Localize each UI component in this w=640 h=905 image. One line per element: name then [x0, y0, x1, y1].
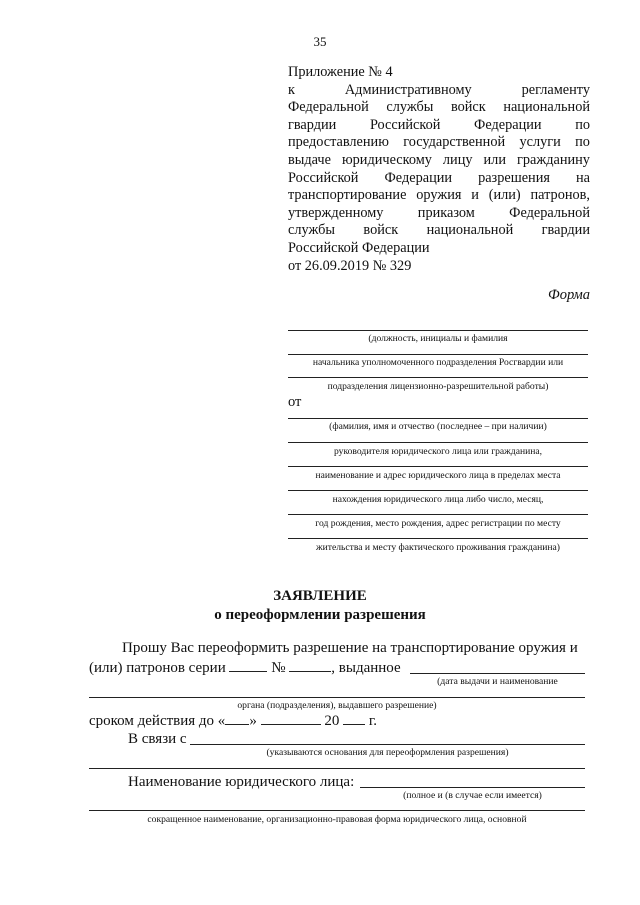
caption-entity-address: наименование и адрес юридического лица в пределах места — [315, 470, 561, 481]
appendix-header — [288, 64, 590, 275]
appendix-line — [288, 240, 590, 258]
entity-name-label: Наименование юридического лица: — [128, 774, 355, 790]
appendix-word: гвардии — [288, 116, 337, 133]
appendix-word: национальной — [503, 99, 590, 116]
form-label: Форма — [548, 287, 590, 303]
appendix-word: патронов, — [530, 187, 590, 204]
appendix-word: оружия — [416, 187, 462, 204]
issued-label: , выданное — [331, 660, 401, 676]
caption-reason: (указываются основания для переоформления разрешения) — [266, 747, 509, 758]
entity-name-field-continued[interactable] — [89, 810, 585, 811]
appendix-word: гвардии — [541, 222, 590, 239]
document-subtitle: о переоформлении разрешения — [214, 607, 426, 623]
appendix-word: приказом — [417, 204, 475, 221]
caption-residence: жительства и месту фактического проживания гражданина) — [316, 542, 560, 553]
appendix-line — [288, 170, 590, 188]
reason-field-continued[interactable] — [89, 768, 585, 769]
appendix-word: Приложение № 4 — [288, 64, 393, 80]
caption-applicant-name: (фамилия, имя и отчество (последнее – при наличии) — [329, 421, 547, 432]
appendix-word: услуги — [519, 134, 561, 151]
appendix-word: или — [483, 151, 506, 168]
appendix-word: разрешения — [478, 169, 550, 186]
request-line-2 — [89, 659, 401, 677]
appendix-word: выдаче — [288, 151, 331, 168]
appendix-word: службы — [386, 99, 434, 116]
applicant-line-5 — [288, 514, 588, 515]
appendix-word: утвержденному — [288, 204, 384, 221]
page-number: 35 — [313, 34, 327, 49]
number-field[interactable] — [289, 659, 331, 672]
caption-head: начальника уполномоченного подразделения Росгвардии или — [312, 357, 564, 368]
appendix-word: лицу — [442, 151, 473, 168]
validity-quote-close: » — [249, 713, 257, 729]
appendix-line — [288, 117, 590, 135]
applicant-line-4 — [288, 490, 588, 491]
caption-issue-date: (дата выдачи и наименование — [437, 676, 558, 687]
issue-date-field[interactable] — [410, 673, 585, 674]
appendix-line — [288, 222, 590, 240]
appendix-word: Административному — [344, 81, 472, 98]
applicant-line-1 — [288, 418, 588, 419]
appendix-word: Российской Федерации — [288, 239, 430, 256]
caption-applicant-role: руководителя юридического лица или гражданина, — [333, 446, 543, 457]
applicant-line-2 — [288, 442, 588, 443]
from-word: от — [288, 394, 302, 410]
validity-year-field[interactable] — [343, 712, 365, 725]
caption-entity-short-name: сокращенное наименование, организационно-правовая форма юридического лица, основной — [147, 814, 527, 825]
appendix-word: Федеральной — [288, 99, 369, 116]
appendix-word: Российской — [369, 116, 441, 133]
validity-label: сроком действия до « — [89, 713, 226, 729]
appendix-line — [288, 64, 590, 82]
appendix-word: на — [575, 169, 590, 186]
issuing-org-field[interactable] — [89, 697, 585, 698]
appendix-line — [288, 205, 590, 223]
appendix-line — [288, 187, 590, 205]
caption-entity-full-name: (полное и (в случае если имеется) — [403, 790, 542, 801]
appendix-word: (или) — [488, 187, 521, 204]
validity-year-suffix: г. — [368, 713, 378, 729]
reason-label: В связи с — [128, 731, 187, 747]
caption-position: (должность, инициалы и фамилия — [368, 333, 508, 344]
appendix-word: службы — [288, 222, 336, 239]
appendix-word: по — [575, 134, 590, 151]
appendix-word: Федерации — [384, 169, 453, 186]
document-title: ЗАЯВЛЕНИЕ — [273, 588, 367, 604]
appendix-word: предоставлению — [288, 134, 389, 151]
appendix-word: от 26.09.2019 № 329 — [288, 257, 412, 274]
validity-century: 20 — [324, 713, 340, 729]
applicant-line-6 — [288, 538, 588, 539]
appendix-word: Федеральной — [509, 204, 590, 221]
appendix-line — [288, 82, 590, 100]
caption-birth: год рождения, место рождения, адрес регистрации по месту — [315, 518, 561, 529]
appendix-word: Федерации — [474, 116, 542, 133]
appendix-word: Российской — [288, 169, 359, 186]
appendix-word: юридическому — [341, 151, 432, 168]
reason-field[interactable] — [190, 744, 585, 745]
addressee-line-1 — [288, 330, 588, 331]
validity-day-field[interactable] — [225, 712, 249, 725]
caption-issuing-org: органа (подразделения), выдавшего разрешение) — [237, 700, 437, 711]
validity-line — [89, 712, 377, 730]
applicant-line-3 — [288, 466, 588, 467]
caption-unit: подразделения лицензионно-разрешительной работы) — [327, 381, 549, 392]
appendix-word: гражданину — [516, 151, 590, 168]
appendix-word: регламенту — [521, 81, 590, 98]
series-label: (или) патронов серии — [89, 660, 226, 676]
addressee-line-2 — [288, 354, 588, 355]
appendix-word: и — [471, 187, 479, 204]
appendix-word: войск — [363, 222, 399, 239]
appendix-line — [288, 99, 590, 117]
caption-entity-location: нахождения юридического лица либо число, месяц, — [332, 494, 544, 505]
validity-month-field[interactable] — [261, 712, 321, 725]
entity-name-field[interactable] — [360, 787, 585, 788]
appendix-line — [288, 258, 590, 276]
appendix-word: по — [575, 116, 590, 133]
number-label: № — [271, 660, 286, 676]
appendix-word: национальной — [426, 222, 514, 239]
appendix-word: государственной — [403, 134, 506, 151]
appendix-word: к — [288, 81, 295, 98]
request-line-1: Прошу Вас переоформить разрешение на транспортирование оружия и — [122, 640, 578, 656]
series-field[interactable] — [229, 659, 267, 672]
appendix-word: транспортирование — [288, 187, 407, 204]
addressee-line-3 — [288, 377, 588, 378]
appendix-line — [288, 152, 590, 170]
appendix-line — [288, 134, 590, 152]
appendix-word: войск — [450, 99, 486, 116]
